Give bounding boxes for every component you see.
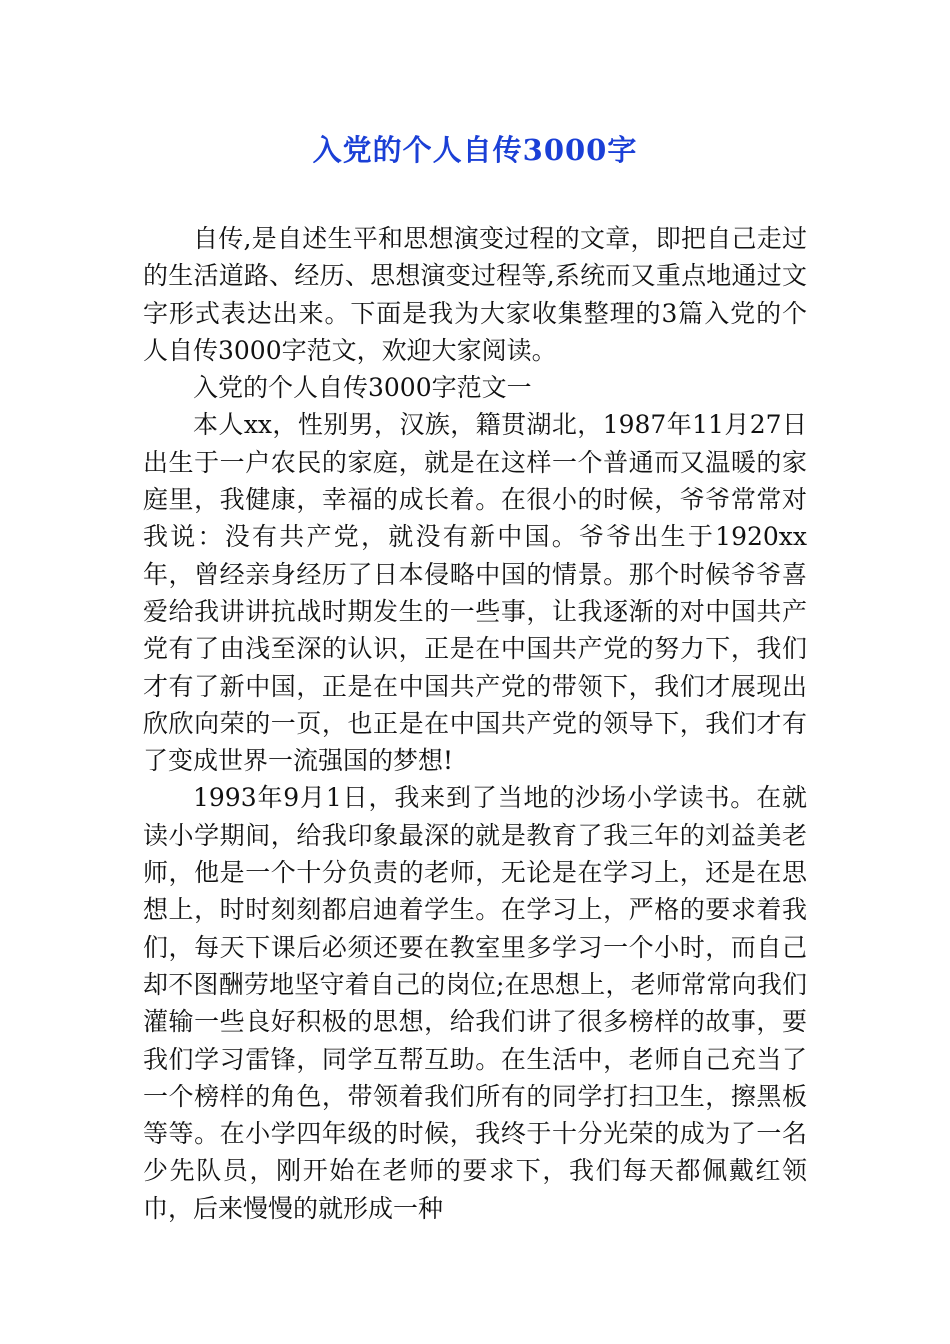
section-heading: 入党的个人自传3000字范文一	[193, 373, 532, 403]
document-title: 入党的个人自传3000字	[312, 133, 638, 167]
body-paragraph: 本人xx，性别男，汉族，籍贯湖北，1987年11月27日出生于一户农民的家庭，就是在这样一个普通而又温暖的家庭里，我健康，幸福的成长着。在很小的时候，爷爷常常对我说：没有共产党，就没有新中国。爷爷出生于1920xx年，曾经亲身经历了日本侵略中国的情景。那个时候爷爷喜爱给我讲讲抗战时期发生的一些事，让我逐渐的对中国共产党有了由浅至深的认识，正是在中国共产党的努力下，我们才有了新中国，正是在中国共产党的带领下，我们才展现出欣欣向荣的一页，也正是在中国共产党的领导下，我们才有了变成世界一流强国的梦想!	[143, 410, 807, 776]
intro-paragraph: 自传,是自述生平和思想演变过程的文章，即把自己走过的生活道路、经历、思想演变过程等,系统而又重点地通过文字形式表达出来。下面是我为大家收集整理的3篇入党的个人自传3000字范文，欢迎大家阅读。	[143, 224, 807, 365]
document-body	[143, 220, 807, 1227]
body-paragraph: 1993年9月1日，我来到了当地的沙场小学读书。在就读小学期间，给我印象最深的就是教育了我三年的刘益美老师，他是一个十分负责的老师，无论是在学习上，还是在思想上，时时刻刻都启迪着学生。在学习上，严格的要求着我们，每天下课后必须还要在教室里多学习一个小时，而自己却不图酬劳地坚守着自己的岗位;在思想上，老师常常向我们灌输一些良好积极的思想，给我们讲了很多榜样的故事，要我们学习雷锋，同学互帮互助。在生活中，老师自己充当了一个榜样的角色，带领着我们所有的同学打扫卫生，擦黑板等等。在小学四年级的时候，我终于十分光荣的成为了一名少先队员，刚开始在老师的要求下，我们每天都佩戴红领巾，后来慢慢的就形成一种	[143, 783, 807, 1223]
